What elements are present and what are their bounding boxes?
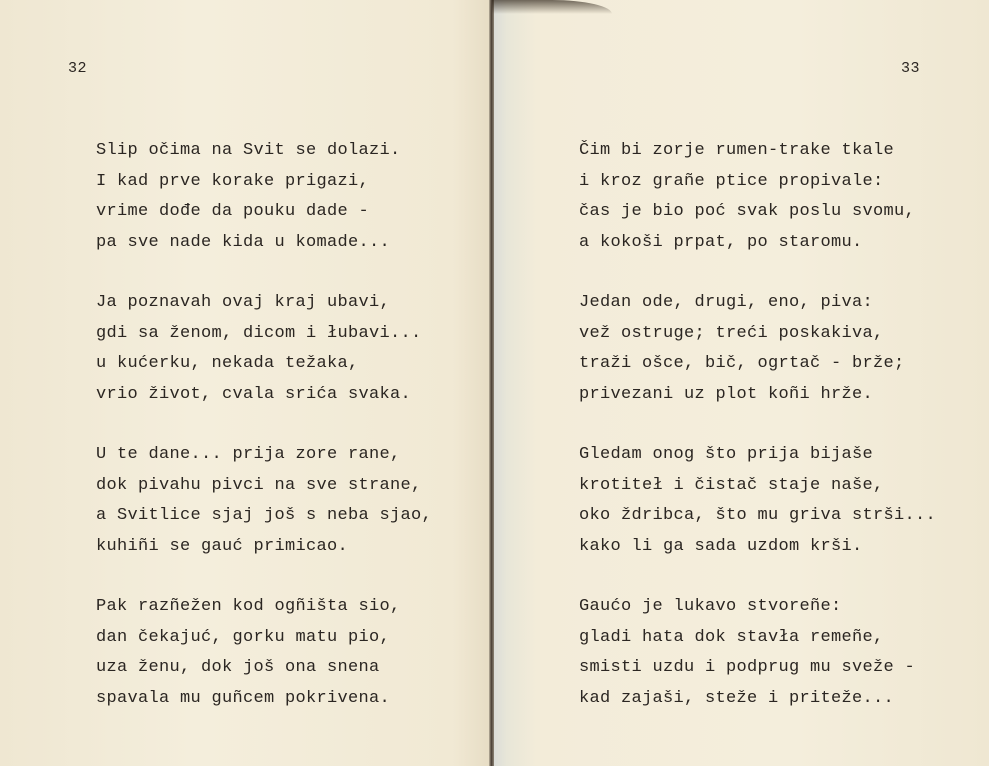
verse-line: dan čekajuć, gorku matu pio, [96,627,391,647]
poem-left [96,136,432,744]
verse-line: spavala mu guñcem pokrivena. [96,688,391,708]
verse-line: Pak razñežen kod ogñišta sio, [96,597,401,616]
stanza [579,288,936,410]
stanza [579,440,936,562]
verse-line: vrio život, cvala srića svaka. [96,384,412,404]
page-number: 33 [901,60,921,77]
verse-line: kako li ga sada uzdom krši. [579,536,863,556]
stanza [579,136,936,258]
verse-line: kad zajaši, steže i priteže... [579,688,895,708]
verse-line: i kroz grañe ptice propivale: [579,171,884,191]
verse-line: kuhiñi se gauć primicao. [96,536,349,556]
page-number: 32 [68,60,88,77]
left-page [0,0,492,766]
verse-line: Slip očima na Svit se dolazi. [96,141,401,160]
stanza [96,288,432,410]
verse-line: Gledam onog što prija bijaše [579,445,874,464]
right-page [492,0,989,766]
verse-line: krotiteł i čistač staje naše, [579,475,884,495]
stanza [96,440,432,562]
poem-right [579,136,936,744]
verse-line: U te dane... prija zore rane, [96,445,401,464]
verse-line: dok pivahu pivci na sve strane, [96,475,422,495]
verse-line: uza ženu, dok još ona snena [96,658,380,677]
verse-line: gdi sa ženom, dicom i łubavi... [96,323,422,343]
verse-line: a kokoši prpat, po staromu. [579,232,863,252]
verse-line: čas je bio poć svak poslu svomu, [579,202,916,221]
verse-line: Čim bi zorje rumen-trake tkale [579,141,895,160]
verse-line: u kućerku, nekada težaka, [96,354,359,373]
verse-line: vrime dođe da pouku dade - [96,202,370,221]
verse-line: Gaućo je lukavo stvoreñe: [579,597,842,616]
stanza [579,592,936,714]
book-gutter [489,0,494,766]
stanza [96,136,432,258]
verse-line: vež ostruge; treći poskakiva, [579,323,884,343]
verse-line: privezani uz plot koñi hrže. [579,384,874,404]
verse-line: Ja poznavah ovaj kraj ubavi, [96,293,391,312]
verse-line: oko ždribca, što mu griva strši... [579,506,937,525]
verse-line: traži ošce, bič, ogrtač - brže; [579,354,905,373]
verse-line: Jedan ode, drugi, eno, piva: [579,293,874,312]
verse-line: pa sve nade kida u komade... [96,232,391,252]
stanza [96,592,432,714]
verse-line: gladi hata dok stavła remeñe, [579,627,884,647]
verse-line: smisti uzdu i podprug mu sveže - [579,658,916,677]
verse-line: I kad prve korake prigazi, [96,171,370,191]
verse-line: a Svitlice sjaj još s neba sjao, [96,506,433,525]
